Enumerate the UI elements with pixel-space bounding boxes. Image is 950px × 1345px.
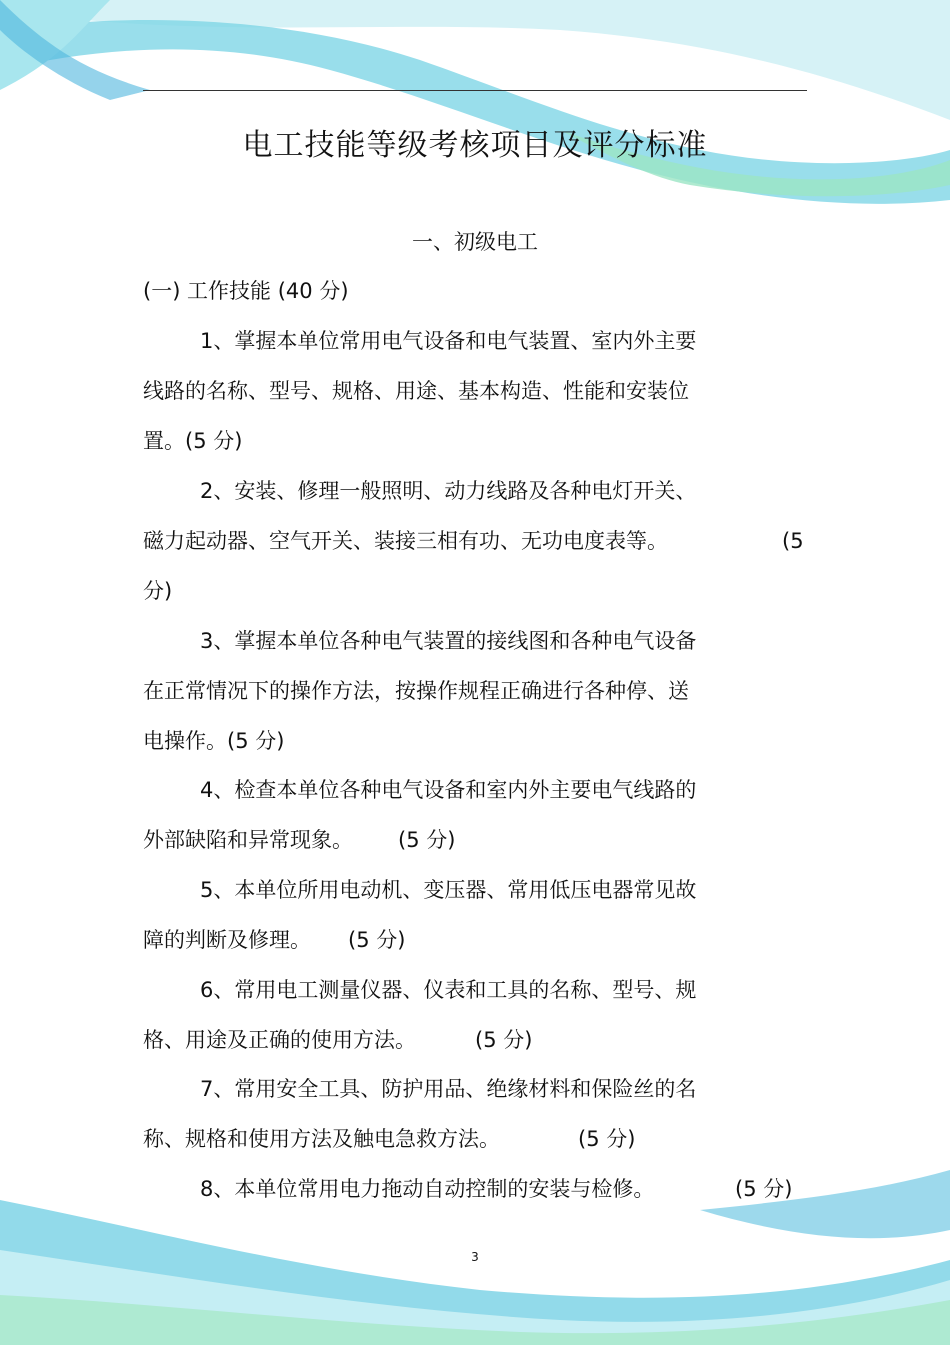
item-2-line-2: 磁力起动器、空气开关、装接三相有功、无功电度表等。 bbox=[143, 529, 668, 553]
page-number: 3 bbox=[471, 1250, 479, 1264]
item-2-line-3: 分) bbox=[143, 579, 173, 603]
section-heading: 一、初级电工 bbox=[412, 230, 538, 254]
subsection-heading: (一) 工作技能 (40 分) bbox=[143, 279, 349, 303]
item-1-line-2: 线路的名称、型号、规格、用途、基本构造、性能和安装位 bbox=[143, 379, 689, 403]
item-1-line-3: 置。(5 分) bbox=[143, 429, 243, 453]
header-rule bbox=[143, 90, 807, 91]
item-2-score: (5 bbox=[782, 529, 804, 553]
item-7-score: (5 分) bbox=[578, 1127, 636, 1151]
item-8-score: (5 分) bbox=[735, 1177, 793, 1201]
item-1-line-1: 1、掌握本单位常用电气设备和电气装置、室内外主要 bbox=[200, 329, 697, 353]
item-3-line-3: 电操作。(5 分) bbox=[143, 729, 285, 753]
item-4-line-1: 4、检查本单位各种电气设备和室内外主要电气线路的 bbox=[200, 778, 697, 802]
item-7-line-1: 7、常用安全工具、防护用品、绝缘材料和保险丝的名 bbox=[200, 1077, 697, 1101]
item-4-line-2: 外部缺陷和异常现象。 bbox=[143, 828, 353, 852]
item-3-line-1: 3、掌握本单位各种电气装置的接线图和各种电气设备 bbox=[200, 629, 697, 653]
item-8-line-1: 8、本单位常用电力拖动自动控制的安装与检修。 bbox=[200, 1177, 655, 1201]
item-7-line-2: 称、规格和使用方法及触电急救方法。 bbox=[143, 1127, 500, 1151]
item-6-line-1: 6、常用电工测量仪器、仪表和工具的名称、型号、规 bbox=[200, 978, 697, 1002]
item-5-line-1: 5、本单位所用电动机、变压器、常用低压电器常见故 bbox=[200, 878, 697, 902]
item-3-line-2: 在正常情况下的操作方法，按操作规程正确进行各种停、送 bbox=[143, 679, 689, 703]
item-5-score: (5 分) bbox=[348, 928, 406, 952]
item-4-score: (5 分) bbox=[398, 828, 456, 852]
item-2-line-1: 2、安装、修理一般照明、动力线路及各种电灯开关、 bbox=[200, 479, 697, 503]
document-title: 电工技能等级考核项目及评分标准 bbox=[242, 128, 708, 163]
item-5-line-2: 障的判断及修理。 bbox=[143, 928, 311, 952]
item-6-score: (5 分) bbox=[475, 1028, 533, 1052]
item-6-line-2: 格、用途及正确的使用方法。 bbox=[143, 1028, 416, 1052]
